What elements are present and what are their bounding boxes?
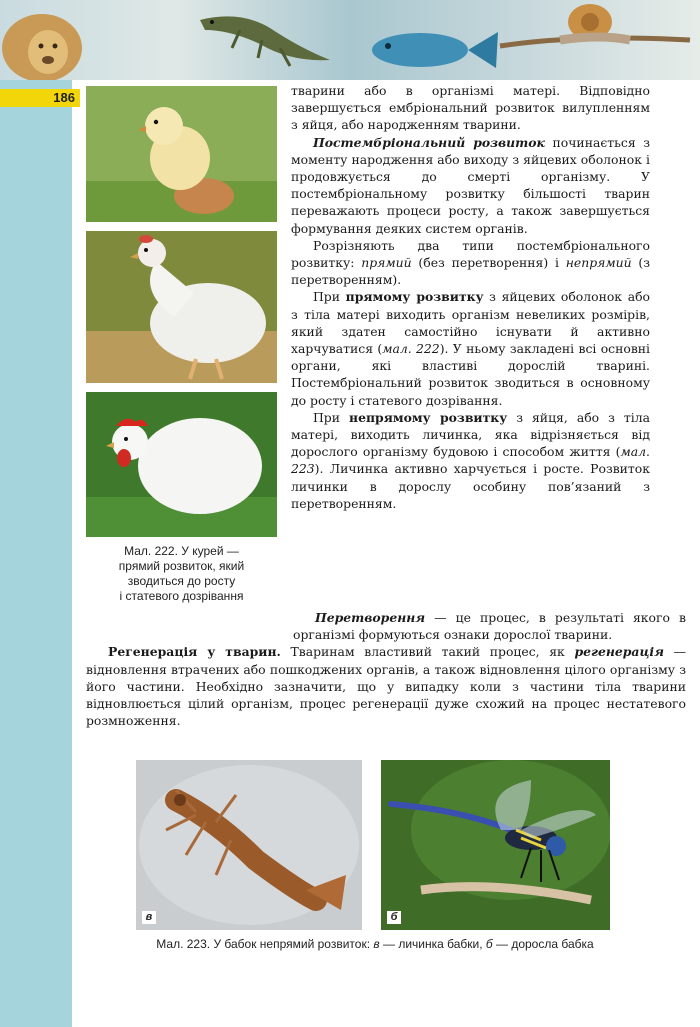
right-column-text [291,82,650,512]
chick-photo [86,86,277,222]
young-hen-photo [86,231,277,383]
paragraph-metamorphosis: Перетворення — це процес, в результаті якого в організмі формуються ознаки дорослої тварини. [293,610,686,643]
paragraph-indirect-development: При непрямому розвитку з яйця, або з тіла матері, виходить личинка, яка відрізняється від дорослого організму будовою і способом життя (мал. 223). Личинка активно харчується і росте. Розвиток личинки в дорослу особину пов’язаний з перетворенням. [291,409,651,511]
adult-hen-photo [86,392,277,537]
full-width-text [86,609,686,729]
paragraph-direct-development: При прямому розвитку з яйцевих оболонок або з тіла матері виходить організм невеликих розмірів, який здатен самостійно існувати й активно харчуватися (мал. 222). У ньому закладені всі основні органи, які властиві дорослій тварині. Постембріональний розвиток зводиться в основному до росту і статевого дозрівання. [291,289,651,408]
paragraph-two-types: Розрізняють два типи постембріонального розвитку: прямий (без перетворення) і непрямий (з перетворенням). [291,237,651,288]
top-banner [0,0,700,80]
figure-223-caption: Мал. 223. У бабок непрямий розвиток: в — личинка бабки, б — доросла бабка [156,937,594,951]
dragonfly-larva-photo [136,760,362,930]
figure-222-caption: Мал. 222. У курей — прямий розвиток, який зводиться до росту і статевого дозрівання [118,544,245,603]
paragraph-regeneration: Регенерація у тварин. Тваринам властивий такий процес, як регенерація — відновлення втрачених або пошкоджених органів, а також відновлення цілого організму з його частини. Необхідно зазначити, що у випадку коли з частини тіла тварини відновлюється цілий організм, процес регенерації дуже схожий на процес нестатевого розмноження. [86,644,686,729]
page-number: 186 [53,90,75,105]
paragraph-postembryonic: Постембріональний розвиток починається з моменту народження або виходу з яйцевих оболонок і продовжується до смерті організму. У постембріональному розвитку більшості тварин переважають процеси росту, а також завершується формування деяких систем органів. [291,134,650,236]
paragraph-embryonic-end: тварини або в організмі матері. Відповідно завершується ембріональний розвиток вилупленням з яйця, або народженням тварини. [291,83,650,133]
label-larva: в [142,911,156,924]
left-sidebar-stripe [0,80,72,1027]
banner-animals-illustration [0,0,700,80]
adult-dragonfly-photo [381,760,610,930]
label-adult: б [387,911,401,924]
page-number-tab [0,89,80,107]
